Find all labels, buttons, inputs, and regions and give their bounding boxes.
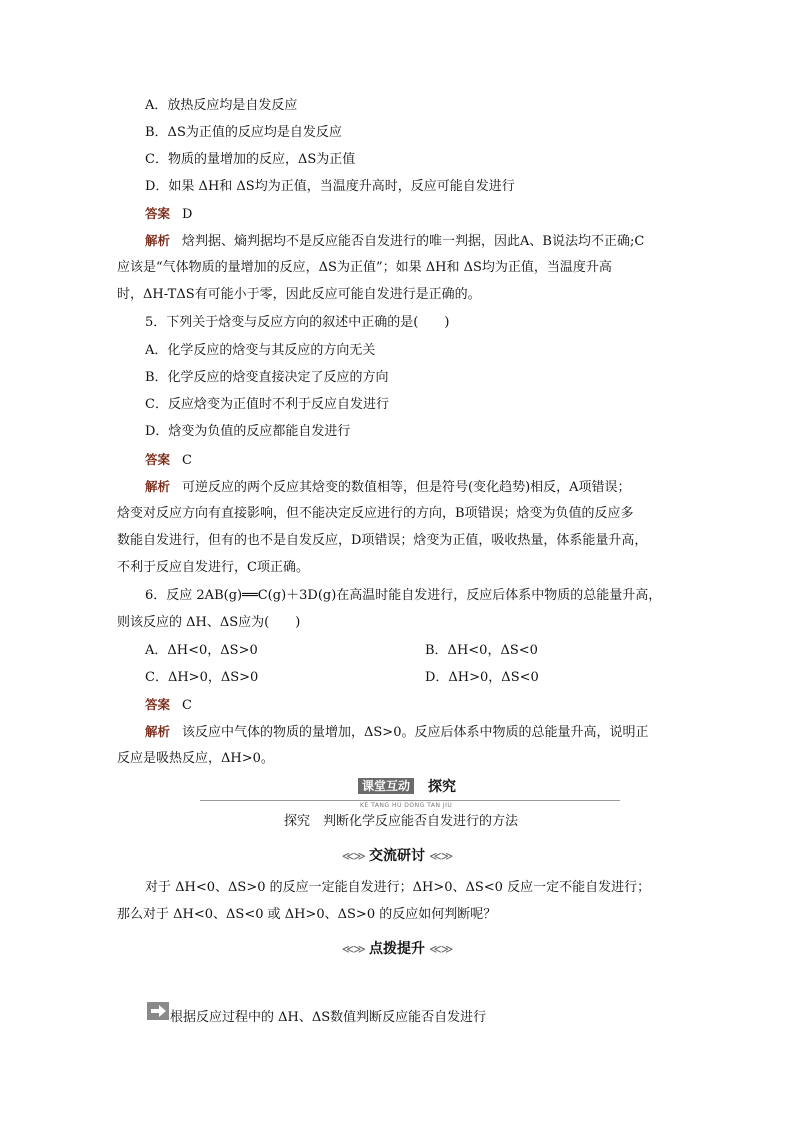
q4-option-b: B．ΔS为正值的反应均是自发反应 <box>145 125 342 140</box>
ornament-left-icon: ≪≫ <box>341 942 365 956</box>
q5-analysis-line3: 数能自发进行，但有的也不是自发反应，D项错误；焓变为正值，吸收热量，体系能量升高， <box>117 533 648 548</box>
q6-option-c: C．ΔH>0，ΔS>0 <box>145 670 259 685</box>
explore-title: 探究 判断化学反应能否自发进行的方法 <box>284 814 519 829</box>
improve-title: 点拨提升 <box>369 941 425 957</box>
q5-stem: 5．下列关于焓变与反应方向的叙述中正确的是( ) <box>145 315 450 330</box>
q6-option-b: B．ΔH<0，ΔS<0 <box>425 643 538 658</box>
improve-heading <box>0 939 794 960</box>
q5-analysis-line2: 焓变对反应方向有直接影响，但不能决定反应进行的方向，B项错误；焓变为负值的反应多 <box>117 506 634 521</box>
banner-boxed-title: 课堂互动 <box>358 778 414 794</box>
banner-rule <box>200 800 620 801</box>
section-banner <box>200 776 620 809</box>
ornament-right-icon: ≪≫ <box>429 942 453 956</box>
answer-label: 答案 <box>145 697 171 712</box>
point-1-text: 根据反应过程中的 ΔH、ΔS数值判断反应能否自发进行 <box>170 1010 487 1025</box>
q6-answer <box>145 695 192 716</box>
q6-stem-line2: 则该反应的 ΔH、ΔS应为( ) <box>117 615 301 630</box>
q6-stem-line1: 6．反应 2AB(g)══C(g)＋3D(g)在高温时能自发进行，反应后体系中物质的总能量升高， <box>145 588 662 603</box>
answer-label: 答案 <box>145 452 171 467</box>
q5-option-a: A．化学反应的焓变与其反应的方向无关 <box>145 343 376 358</box>
answer-value: D <box>182 207 193 222</box>
exchange-heading <box>0 846 794 867</box>
ornament-left-icon: ≪≫ <box>341 849 365 863</box>
q6-option-d: D．ΔH>0，ΔS<0 <box>425 670 539 685</box>
answer-value: C <box>182 453 192 468</box>
banner-pinyin: KE TANG HU DONG TAN JIU <box>360 802 453 809</box>
analysis-label: 解析 <box>145 724 171 739</box>
analysis-label: 解析 <box>145 233 171 248</box>
exchange-text-line2: 那么对于 ΔH<0、ΔS<0 或 ΔH>0、ΔS>0 的反应如何判断呢？ <box>117 907 497 922</box>
q4-analysis-line2: 应该是“气体物质的量增加的反应，ΔS为正值”；如果 ΔH和 ΔS均为正值，当温度升高 <box>117 260 612 275</box>
q4-analysis-line1: 解析 焓判据、熵判据均不是反应能否自发进行的唯一判据，因此A、B说法均不正确;C <box>145 233 645 249</box>
q4-analysis-line3: 时，ΔH-TΔS有可能小于零，因此反应可能自发进行是正确的。 <box>117 287 481 302</box>
arrow-right-icon <box>147 1002 169 1020</box>
q6-analysis-line1: 解析 该反应中气体的物质的量增加，ΔS>0。反应后体系中物质的总能量升高，说明正 <box>145 724 649 740</box>
answer-label: 答案 <box>145 206 171 221</box>
ornament-right-icon: ≪≫ <box>429 849 453 863</box>
q4-option-d: D．如果 ΔH和 ΔS均为正值，当温度升高时，反应可能自发进行 <box>145 179 515 194</box>
q4-option-c: C．物质的量增加的反应，ΔS为正值 <box>145 152 356 167</box>
q5-option-c: C．反应焓变为正值时不利于反应自发进行 <box>145 397 389 412</box>
q6-option-a: A．ΔH<0，ΔS>0 <box>145 643 258 658</box>
q5-option-b: B．化学反应的焓变直接决定了反应的方向 <box>145 370 389 385</box>
exchange-title: 交流研讨 <box>369 848 425 864</box>
q5-analysis-line4: 不利于反应自发进行，C项正确。 <box>117 560 309 575</box>
exchange-text-line1: 对于 ΔH<0、ΔS>0 的反应一定能自发进行；ΔH>0、ΔS<0 反应一定不能自发进行； <box>145 880 651 895</box>
q4-answer <box>145 204 192 225</box>
answer-value: C <box>182 698 192 713</box>
q5-option-d: D．焓变为负值的反应都能自发进行 <box>145 424 351 439</box>
analysis-label: 解析 <box>145 479 171 494</box>
q5-analysis-line1: 解析 可逆反应的两个反应其焓变的数值相等，但是符号(变化趋势)相反，A项错误； <box>145 479 631 495</box>
q6-analysis-line2: 反应是吸热反应，ΔH>0。 <box>117 751 274 766</box>
banner-title: 探究 <box>428 779 456 795</box>
q4-option-a: A．放热反应均是自发反应 <box>145 98 298 113</box>
q5-answer <box>145 450 192 471</box>
